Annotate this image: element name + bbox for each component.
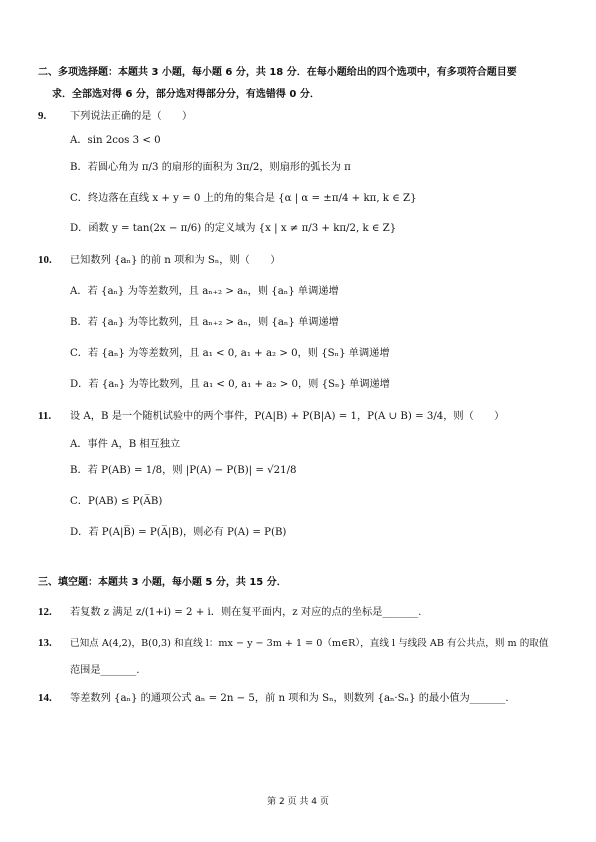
question-10-option-d: D．若 {aₙ} 为等比数列，且 a₁ < 0, a₁ + a₂ > 0，则 {Sₙ} 单调递增 — [70, 379, 390, 390]
question-13-text-line1: 已知点 A(4,2)，B(0,3) 和直线 l：mx − y − 3m + 1 = 0（m∈R），直线 l 与线段 AB 有公共点，则 m 的取值 — [70, 638, 549, 649]
question-number-14: 14. — [38, 692, 52, 704]
question-12-text: 若复数 z 满足 z/(1+i) = 2 + i．则在复平面内，z 对应的点的坐标是_______. — [70, 607, 422, 618]
section3-title: 三、填空题：本题共 3 小题，每小题 5 分，共 15 分． — [38, 577, 287, 588]
question-11-option-a: A．事件 A，B 相互独立 — [70, 439, 181, 450]
question-11-option-b: B．若 P(AB) = 1/8，则 |P(A) − P(B)| = √21/8 — [70, 465, 297, 476]
question-10-stem: 已知数列 {aₙ} 的前 n 项和为 Sₙ，则（ ） — [70, 255, 281, 266]
section2-title-line1: 二、多项选择题：本题共 3 小题，每小题 6 分，共 18 分．在每小题给出的四个选项中，有多项符合题目要 — [38, 67, 517, 78]
question-number-13: 13. — [38, 637, 52, 649]
question-11-option-d: D．若 P(A|B̅) = P(A̅|B)，则必有 P(A) = P(B) — [70, 527, 287, 538]
section2-title-line2: 求．全部选对得 6 分，部分选对得部分分，有选错得 0 分． — [52, 89, 320, 100]
question-10-option-c: C．若 {aₙ} 为等差数列，且 a₁ < 0, a₁ + a₂ > 0，则 {Sₙ} 单调递增 — [70, 348, 390, 359]
question-14-text: 等差数列 {aₙ} 的通项公式 aₙ = 2n − 5，前 n 项和为 Sₙ，则数列 {aₙ·Sₙ} 的最小值为_______. — [70, 693, 509, 704]
page-footer: 第 2 页 共 4 页 — [267, 797, 329, 807]
question-13-text-line2: 范围是_______. — [70, 665, 140, 676]
question-number-9: 9. — [38, 110, 47, 122]
question-9-stem: 下列说法正确的是（ ） — [70, 111, 193, 122]
question-10-option-a: A．若 {aₙ} 为等差数列，且 aₙ₊₂ > aₙ，则 {aₙ} 单调递增 — [70, 286, 339, 297]
question-11-option-c: C．P(AB) ≤ P(A̅B) — [70, 496, 163, 507]
question-11-stem: 设 A，B 是一个随机试验中的两个事件，P(A|B) + P(B|A) = 1，P(A ∪ B) = 3/4，则（ ） — [70, 411, 505, 422]
question-number-12: 12. — [38, 606, 52, 618]
question-10-option-b: B．若 {aₙ} 为等比数列，且 aₙ₊₂ > aₙ，则 {aₙ} 单调递增 — [70, 317, 339, 328]
question-9-option-c: C．终边落在直线 x + y = 0 上的角的集合是 {α | α = ±π/4 + kπ, k ∈ Z} — [70, 193, 417, 204]
question-9-option-b: B．若圆心角为 π/3 的扇形的面积为 3π/2，则扇形的弧长为 π — [70, 162, 351, 173]
question-9-option-a: A．sin 2cos 3 < 0 — [70, 135, 161, 146]
question-number-11: 11. — [38, 410, 52, 422]
question-number-10: 10. — [38, 254, 52, 266]
question-9-option-d: D．函数 y = tan(2x − π/6) 的定义域为 {x | x ≠ π/3 + kπ/2, k ∈ Z} — [70, 223, 397, 234]
